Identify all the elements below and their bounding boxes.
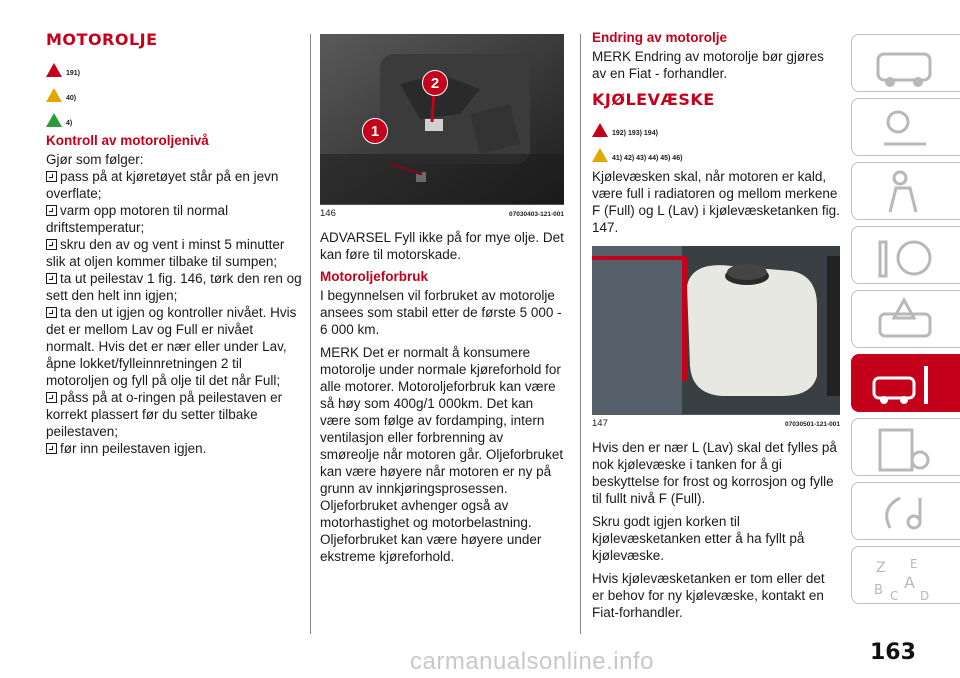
multimedia-icon [870,488,940,538]
callout-1: 1 [362,118,388,144]
chapter-tab[interactable] [851,354,960,412]
subtitle-oljeforbruk: Motoroljeforbruk [320,269,428,284]
seatbelt-airbag-icon [870,168,940,218]
intro-text: Gjør som følger: [46,152,144,167]
warning-ref-row [592,115,840,137]
section-title-motorolje: MOTOROLJE [46,30,158,49]
subtitle-kontroll: Kontroll av motoroljenivå [46,133,209,148]
warning-ref: 192) 193) 194) [612,130,658,137]
paragraph-kjolevaske: Kjølevæsken skal, når motoren er kald, være full i radiatoren og mellom merkene F (Full) og L (Lav) i kjølevæsketanken fig. 147. [592,169,840,235]
chapter-tab[interactable] [851,226,960,284]
step-item [46,168,302,202]
step-text: pass på at kjøretøyet står på en jevn overflate; [46,169,279,201]
warning-ref-row [46,105,302,127]
car-dashboard-icon [870,40,940,90]
column-divider [580,34,581,634]
figure-number: 147 [592,418,608,429]
warning-ref: 4) [66,120,73,127]
step-text: før inn peilestaven igjen. [60,441,207,456]
svg-text:A: A [904,573,915,592]
svg-text:D: D [920,589,930,602]
checkbox-bullet-icon [46,171,57,182]
step-text: ta ut peilestav 1 fig. 146, tørk den ren og sett den helt inn igjen; [46,271,302,303]
checkbox-bullet-icon [46,273,57,284]
column-oljeforbruk [320,34,564,571]
callout-2: 2 [422,70,448,96]
step-item [46,236,302,270]
warning-triangle-icon [46,63,62,77]
step-item [46,270,302,304]
warning-triangle-icon [46,88,62,102]
car-maintenance-icon [870,360,940,410]
warning-refs [592,115,840,162]
index-letters-icon [870,552,940,602]
checkbox-bullet-icon [46,392,57,403]
column-kjolevaske [592,30,840,627]
figure-code: 07030501-121-001 [785,421,840,428]
step-text: skru den av og vent i minst 5 minutter slik at oljen kommer tilbake til sumpen; [46,237,285,269]
warning-ref: 191) [66,70,81,77]
technical-data-icon [870,424,940,474]
warning-ref-row [592,140,840,162]
step-text: påss på at o-ringen på peilestaven er korrekt plassert før du setter tilbake peilestaven; [46,390,283,439]
step-item [46,304,302,389]
subtitle-endring: Endring av motorolje [592,30,728,45]
paragraph-3: Hvis kjølevæsketanken er tom eller det er behov for ny kjølevæske, kontakt en Fiat-forhandler. [592,571,825,620]
svg-text:E: E [910,557,918,571]
step-item [46,202,302,236]
warning-lights-icon [870,104,940,154]
paragraph-2: Skru godt igjen korken til kjølevæsketanken etter å ha fyllt på kjølevæske. [592,514,805,563]
warning-triangle-icon [592,148,608,162]
chapter-tab[interactable] [851,34,960,92]
engine-photo [320,34,564,204]
checkbox-bullet-icon [46,307,57,318]
warning-triangle-icon [592,123,608,137]
column-motorolje [46,30,302,457]
chapter-tab[interactable] [851,546,960,604]
chapter-tab[interactable] [851,290,960,348]
page-number: 163 [870,640,916,665]
paragraph-1: Hvis den er nær L (Lav) skal det fylles på nok kjølevæske i tanken for å gi beskyttelse for frost og korrosjon og fylle til fullt nivå F (Full). [592,440,837,506]
paragraph-2: MERK Det er normalt å konsumere motorolje under normale kjøreforhold for alle motorer. Motoroljeforbruk kan være så høy som 400g/1 000km. Det kan være som følge av fordamping, intern ventilasjon eller forbrenning av smøreolje når motoren går. Oljeforbruket kan være høyere når motoren er ny på grunn av innkjøringsprosessen. Oljeforbruket avhenger også av motorhastighet og motorbelastning. Oljeforbruket kan være høyere under ekstreme kjøreforhold. [320,345,564,564]
step-item [46,440,302,457]
svg-text:B: B [874,583,883,598]
watermark: carmanualsonline.info [410,648,654,675]
figure-146-engine [320,34,564,204]
step-item [46,389,302,440]
warning-ref-row [46,80,302,102]
warning-refs [46,55,302,127]
merk-text: MERK Endring av motorolje bør gjøres av en Fiat - forhandler. [592,49,824,81]
paragraph-1: I begynnelsen vil forbruket av motorolje ansees som stabil etter de første 5 000 - 6 000 km. [320,288,562,337]
svg-text:Z: Z [876,560,886,576]
warning-ref: 41) 42) 43) 44) 45) 46) [612,155,683,162]
figure-number: 146 [320,208,336,219]
key-steering-icon [870,232,940,282]
coolant-tank-photo [592,246,840,414]
chapter-tab[interactable] [851,482,960,540]
warning-triangle-icon [46,113,62,127]
column-divider [310,34,311,634]
checkbox-bullet-icon [46,239,57,250]
emergency-car-icon [870,296,940,346]
chapter-tab[interactable] [851,98,960,156]
advarsel-text: ADVARSEL Fyll ikke på for mye olje. Det kan føre til motorskade. [320,230,564,262]
figure-caption-147 [592,414,840,429]
figure-code: 07030403-121-001 [509,211,564,218]
svg-text:C: C [890,589,899,602]
warning-ref-row [46,55,302,77]
steps-list [46,168,302,457]
step-text: ta den ut igjen og kontroller nivået. Hvis det er mellom Lav og Full er nivået normalt. Hvis det er nær eller under Lav, åpne lokket/fylleinnretningen 2 til motoroljen og fyll på olje til det når Full; [46,305,297,388]
figure-147-coolant-tank [592,246,840,414]
chapter-tab[interactable] [851,162,960,220]
step-text: varm opp motoren til normal driftstemperatur; [46,203,229,235]
checkbox-bullet-icon [46,205,57,216]
warning-ref: 40) [66,95,77,102]
chapter-tab[interactable] [851,418,960,476]
checkbox-bullet-icon [46,443,57,454]
section-title-kjolevaske: KJØLEVÆSKE [592,90,715,109]
figure-caption-146 [320,204,564,219]
